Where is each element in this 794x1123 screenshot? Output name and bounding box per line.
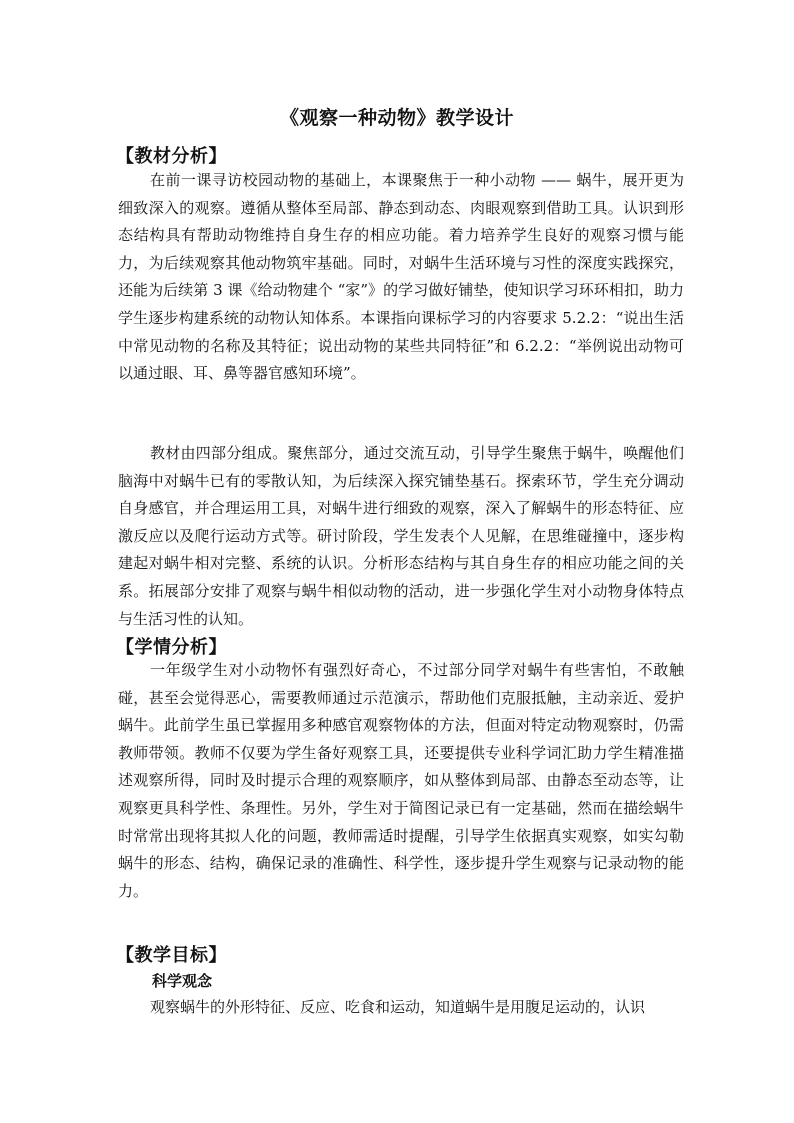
paragraph-teaching-goals-1: 观察蜗牛的外形特征、反应、吃食和运动，知道蜗牛是用腹足运动的，认识 <box>150 998 646 1016</box>
paragraph-student-analysis-1: 一年级学生对小动物怀有强烈好奇心，不过部分同学对蜗牛有些害怕，不敢触碰，甚至会觉得恶心，需要教师通过示范演示，帮助他们克服抵触，主动亲近、爱护蜗牛。此前学生虽已掌握用多种感官观察物体的方法，但面对特定动物观察时，仍需教师带领。教师不仅要为学生备好观察工具，还要提供专业科学词汇助力学生精准描述观察所得，同时及时提示合理的观察顺序，如从整体到局部、由静态至动态等，让观察更具科学性、条理性。另外，学生对于简图记录已有一定基础，然而在描绘蜗牛时常常出现将其拟人化的问题，教师需适时提醒，引导学生依据真实观察，如实勾勒蜗牛的形态、结构，确保记录的准确性、科学性，逐步提升学生观察与记录动物的能力。 <box>118 661 684 900</box>
paragraph-textbook-analysis-2: 教材由四部分组成。聚焦部分，通过交流互动，引导学生聚焦于蜗牛，唤醒他们脑海中对蜗牛已有的零散认知，为后续深入探究铺垫基石。探索环节，学生充分调动自身感官，并合理运用工具，对蜗牛进行细致的观察，深入了解蜗牛的形态特征、应激反应以及爬行运动方式等。研讨阶段，学生发表个人见解，在思维碰撞中，逐步构建起对蜗牛相对完整、系统的认识。分析形态结构与其自身生存的相应功能之间的关系。拓展部分安排了观察与蜗牛相似动物的活动，进一步强化学生对小动物身体特点与生活习性的认知。 <box>118 444 684 628</box>
section-heading-teaching-goals: 【教学目标】 <box>116 945 227 966</box>
subheading-scientific-concepts: 科学观念 <box>152 972 213 990</box>
section-heading-textbook-analysis: 【教材分析】 <box>116 146 227 167</box>
paragraph-textbook-analysis-1: 在前一课寻访校园动物的基础上，本课聚焦于一种小动物 —— 蜗牛，展开更为细致深入的观察。遵循从整体至局部、静态到动态、肉眼观察到借助工具。认识到形态结构具有帮助动物维持自身生存的相应功能。着力培养学生良好的观察习惯与能力，为后续观察其他动物筑牢基础。同时，对蜗牛生活环境与习性的深度实践探究，还能为后续第 3 课《给动物建个 “家”》的学习做好铺垫，使知识学习环环相扣，助力学生逐步构建系统的动物认知体系。本课指向课标学习的内容要求 5.2.2：“说出生活中常见动物的名称及其特征；说出动物的某些共同特征”和 6.2.2：“举例说出动物可以通过眼、耳、鼻等器官感知环境”。 <box>118 171 684 383</box>
section-heading-student-analysis: 【学情分析】 <box>116 637 227 658</box>
document-title: 《观察一种动物》教学设计 <box>279 107 514 129</box>
